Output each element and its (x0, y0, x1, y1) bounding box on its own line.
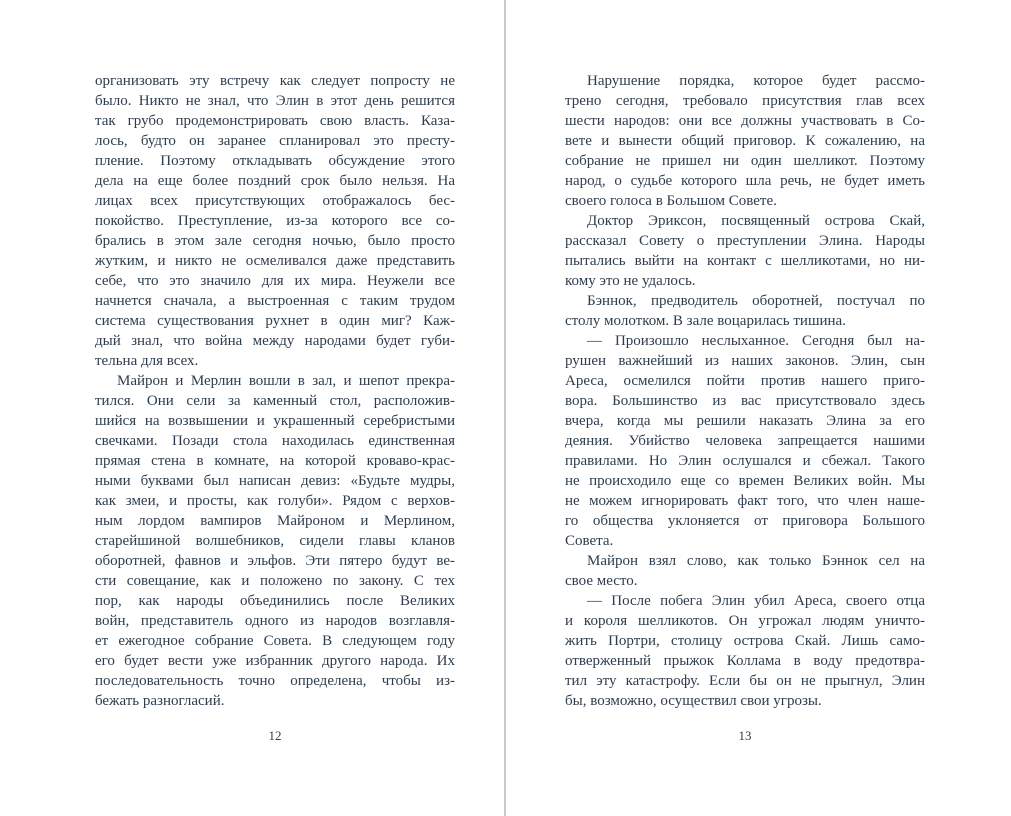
text-line: Бэннок, предводитель оборотней, постучал по (587, 293, 925, 309)
text-line: свечками. Позади стола находилась единственная (95, 433, 455, 449)
text-line: деяния. Убийство человека запрещается нашими (565, 433, 925, 449)
text-line: народ, о судьбе которого шла речь, не будет иметь (565, 173, 925, 189)
text-line: старейшиной волшебников, сидели главы кланов (95, 533, 455, 549)
text-line: — После побега Элин убил Ареса, своего отца (587, 593, 925, 609)
text-line: рушен важнейший из наших законов. Элин, сын (565, 353, 925, 369)
text-line: себе, что это значило для их мира. Неужели все (95, 273, 455, 289)
text-line: покойство. Преступление, из-за которого все со- (95, 213, 455, 229)
text-line: лось, будто он заранее спланировал это престу- (95, 133, 455, 149)
text-line: вете и вынести общий приговор. К сожалению, на (565, 133, 925, 149)
text-line: лицах всех присутствующих отображалось бес- (95, 193, 455, 209)
text-line: не можем игнорировать факт того, что член наше- (565, 493, 925, 509)
text-line: тился. Они сели за каменный стол, расположив- (95, 393, 455, 409)
text-line: Майрон и Мерлин вошли в зал, и шепот прекра- (117, 373, 455, 389)
text-line: трено сегодня, требовало присутствия глав всех (565, 93, 925, 109)
text-line: вора. Большинство из вас присутствовало здесь (565, 393, 925, 409)
text-line: го общества уклоняется от приговора Большого (565, 513, 925, 529)
text-line: бежать разногласий. (95, 693, 225, 709)
page-number-right: 13 (738, 728, 752, 743)
text-line: брались в этом зале сегодня ночью, было просто (95, 233, 455, 249)
page-left-text (95, 71, 455, 711)
text-line: оборотней, фавнов и эльфов. Эти пятеро будут ве- (95, 553, 455, 569)
text-line: Совета. (565, 533, 614, 549)
text-line: дый знал, что война между народами будет губи- (95, 333, 455, 349)
text-line: свое место. (565, 573, 638, 589)
text-line: бы, возможно, осуществил свои угрозы. (565, 693, 822, 709)
text-line: Майрон взял слово, как только Бэннок сел на (587, 553, 925, 569)
text-line: Доктор Эриксон, посвященный острова Скай, (587, 213, 925, 229)
text-line: система существования рухнет в один миг? Каж- (95, 313, 455, 329)
text-line: — Произошло неслыханное. Сегодня был на- (587, 333, 925, 349)
text-line: пор, как народы объединились после Великих (95, 593, 455, 609)
text-line: организовать эту встречу как следует попросту не (95, 73, 455, 89)
text-line: шийся на возвышении и украшенный серебристыми (95, 413, 455, 429)
text-line: не происходило еще со времен Великих войн. Мы (565, 473, 925, 489)
text-line: пытались выйти на контакт с шелликотами, но ни- (565, 253, 925, 269)
text-line: жутким, и никто не осмеливался даже представить (95, 253, 455, 269)
text-line: прямая стена в комнате, на которой кроваво-крас- (95, 453, 455, 469)
text-line: дела на еще более поздний срок было нельзя. На (95, 173, 455, 189)
text-line: начнется сначала, а выстроенная с таким трудом (95, 293, 455, 309)
text-line: Нарушение порядка, которое будет рассмо- (587, 73, 925, 89)
page-number-left: 12 (268, 728, 282, 743)
text-line: тил эту катастрофу. Если бы он не прыгнул, Элин (565, 673, 925, 689)
text-line: жить Портри, столицу острова Скай. Лишь само- (565, 633, 925, 649)
text-line: его будет вести уже избранник другого народа. Их (95, 653, 455, 669)
text-line: рассказал Совету о преступлении Элина. Народы (565, 233, 925, 249)
text-line: кому это не удалось. (565, 273, 696, 289)
text-line: ными буквами был написан девиз: «Будьте мудры, (95, 473, 455, 489)
text-line: своего голоса в Большом Совете. (565, 193, 777, 209)
text-line: ным лордом вампиров Майроном и Мерлином, (95, 513, 455, 529)
text-line: столу молотком. В зале воцарилась тишина. (565, 313, 846, 329)
text-line: Ареса, осмелился пойти против нашего приго- (565, 373, 925, 389)
text-line: так грубо продемонстрировать свою власть. Каза- (95, 113, 455, 129)
text-line: войн, представитель одного из народов возглавля- (95, 613, 455, 629)
text-line: сти совещание, как и положено по закону. С тех (95, 573, 455, 589)
text-line: и короля шелликотов. Он угрожал людям уничто- (565, 613, 925, 629)
text-line: пление. Поэтому откладывать обсуждение этого (95, 153, 455, 169)
text-line: собрание не пришел ни один шелликот. Поэтому (565, 153, 925, 169)
page-right-text (565, 71, 925, 711)
text-line: шести народов: они все должны участвовать в Со- (565, 113, 925, 129)
text-line: отверженный прыжок Коллама в воду предотвра- (565, 653, 925, 669)
text-line: последовательность точно определена, чтобы из- (95, 673, 455, 689)
text-line: ет ежегодное собрание Совета. В следующем году (95, 633, 455, 649)
page-divider (504, 0, 506, 816)
text-line: правилами. Но Элин ослушался и сбежал. Такого (565, 453, 925, 469)
text-line: было. Никто не знал, что Элин в этот день решится (95, 93, 455, 109)
text-line: тельна для всех. (95, 353, 199, 369)
text-line: вчера, когда мы решили наказать Элина за его (565, 413, 925, 429)
text-line: как змеи, и просты, как голуби». Рядом с верхов- (95, 493, 455, 509)
